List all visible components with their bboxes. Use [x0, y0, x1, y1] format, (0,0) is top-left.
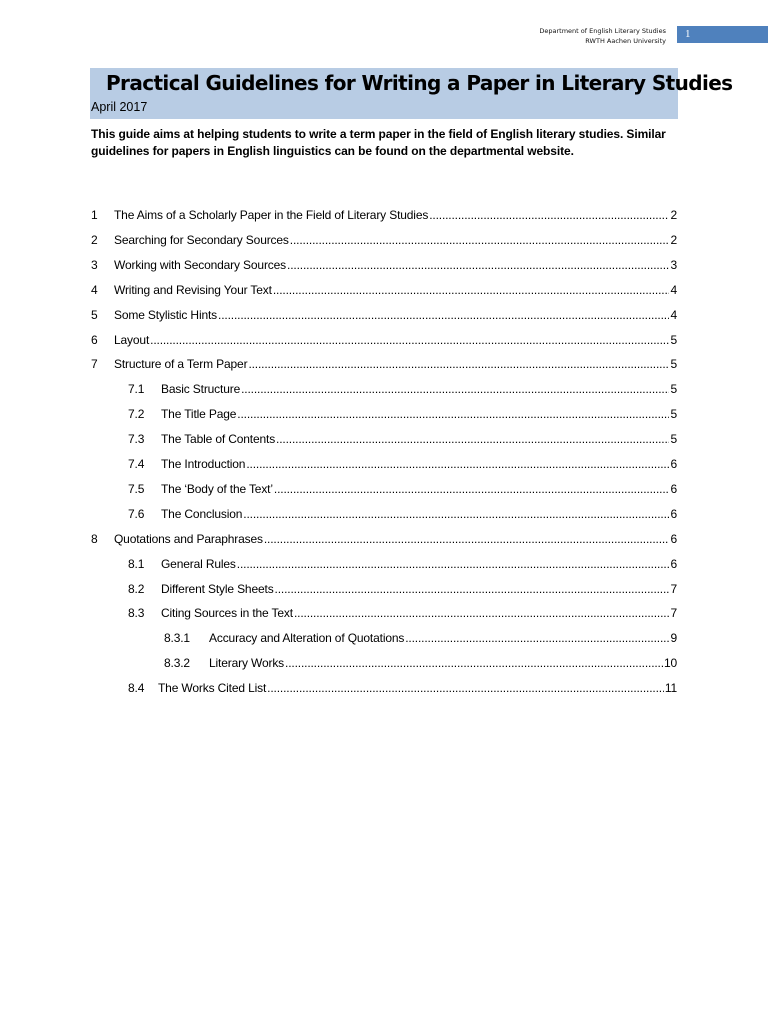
- toc-entry[interactable]: [128, 456, 677, 472]
- toc-dot-leader: [276, 431, 669, 447]
- toc-entry-title: The Aims of a Scholarly Paper in the Field of Literary Studies: [114, 208, 429, 222]
- toc-entry[interactable]: [128, 556, 677, 572]
- toc-entry-title: Accuracy and Alteration of Quotations: [209, 631, 405, 646]
- toc-entry[interactable]: [91, 207, 677, 223]
- toc-entry[interactable]: [164, 655, 677, 671]
- toc-entry[interactable]: [91, 232, 677, 248]
- toc-entry-page: 5: [670, 382, 677, 397]
- toc-entry-number: 7.4: [128, 457, 145, 471]
- toc-dot-leader: [218, 307, 669, 323]
- toc-entry-number: 4: [91, 282, 98, 297]
- toc-entry-title: Layout: [114, 332, 150, 347]
- document-title: Practical Guidelines for Writing a Paper in Literary Studies: [106, 71, 733, 95]
- toc-entry[interactable]: [128, 581, 677, 597]
- toc-entry-number: 2: [91, 232, 98, 247]
- toc-entry-title: The Table of Contents: [161, 432, 276, 447]
- toc-dot-leader: [150, 332, 669, 348]
- toc-dot-leader: [246, 456, 669, 472]
- toc-entry-page: 6: [670, 556, 677, 571]
- toc-entry-title: General Rules: [161, 556, 236, 571]
- toc-dot-leader: [241, 381, 669, 397]
- toc-entry[interactable]: [91, 307, 677, 323]
- toc-entry-page: 5: [670, 357, 677, 372]
- toc-entry-title: The Works Cited List: [158, 681, 267, 696]
- university-name: RWTH Aachen University: [585, 37, 666, 45]
- title-block: [90, 68, 733, 119]
- toc-dot-leader: [290, 232, 670, 248]
- intro-paragraph: This guide aims at helping students to write a term paper in the field of English literary studies. Similar guidelines for papers in English linguistics can be found on the departmental website.: [91, 127, 666, 158]
- toc-entry-page: 9: [670, 631, 677, 646]
- page-number: 1: [685, 28, 691, 40]
- toc-entry-page: 6: [670, 506, 677, 521]
- toc-entry-number: 7: [91, 357, 98, 372]
- toc-dot-leader: [273, 282, 670, 298]
- toc-entry[interactable]: [128, 481, 677, 497]
- toc-dot-leader: [267, 680, 664, 696]
- toc-dot-leader: [429, 207, 669, 223]
- toc-entry[interactable]: [128, 506, 677, 522]
- toc-dot-leader: [294, 605, 670, 621]
- toc-entry-number: 8.3.1: [164, 631, 190, 646]
- toc-entry-page: 2: [670, 208, 677, 222]
- toc-entry-number: 3: [91, 257, 98, 272]
- toc-entry[interactable]: [128, 431, 677, 447]
- toc-entry-page: 7: [670, 581, 677, 596]
- toc-entry-number: 7.5: [128, 481, 145, 496]
- toc-entry-number: 8: [91, 531, 98, 546]
- toc-entry-title: Writing and Revising Your Text: [114, 282, 272, 297]
- page-header: [539, 26, 666, 46]
- toc-dot-leader: [287, 257, 669, 273]
- toc-entry-title: Different Style Sheets: [161, 581, 274, 596]
- department-name: Department of English Literary Studies: [539, 27, 666, 35]
- toc-entry[interactable]: [128, 406, 677, 422]
- toc-entry-page: 10: [663, 656, 677, 671]
- toc-dot-leader: [405, 630, 669, 646]
- toc-dot-leader: [243, 506, 669, 522]
- toc-entry-number: 7.6: [128, 506, 145, 521]
- toc-entry-title: Searching for Secondary Sources: [114, 232, 289, 247]
- toc-entry-number: 8.3.2: [164, 656, 190, 671]
- page-number-badge: [677, 26, 768, 43]
- toc-entry[interactable]: [91, 356, 677, 372]
- toc-entry[interactable]: [164, 630, 677, 646]
- toc-entry-number: 7.1: [128, 382, 145, 397]
- toc-dot-leader: [237, 406, 669, 422]
- document-date: April 2017: [91, 100, 148, 114]
- toc-entry[interactable]: [128, 605, 677, 621]
- toc-entry[interactable]: [91, 282, 677, 298]
- toc-entry-page: 5: [670, 432, 677, 447]
- toc-dot-leader: [275, 581, 670, 597]
- toc-entry-page: 3: [670, 257, 677, 272]
- toc-entry-number: 8.1: [128, 556, 145, 571]
- toc-entry-title: The Title Page: [161, 407, 237, 422]
- toc-entry[interactable]: [128, 680, 677, 696]
- toc-entry-page: 6: [670, 481, 677, 496]
- toc-entry-number: 5: [91, 307, 98, 322]
- toc-entry-page: 5: [670, 332, 677, 347]
- toc-entry-number: 8.2: [128, 581, 145, 596]
- toc-entry-page: 4: [670, 282, 677, 297]
- toc-entry-title: Some Stylistic Hints: [114, 307, 218, 322]
- toc-entry-number: 8.3: [128, 606, 145, 621]
- toc-entry-number: 6: [91, 332, 98, 347]
- toc-entry-title: The ‘Body of the Text’: [161, 481, 273, 496]
- toc-dot-leader: [264, 531, 670, 547]
- toc-entry-page: 6: [670, 531, 677, 546]
- toc-entry-title: Structure of a Term Paper: [114, 357, 248, 372]
- toc-entry-title: Working with Secondary Sources: [114, 257, 287, 272]
- toc-dot-leader: [285, 655, 663, 671]
- toc-entry-title: Literary Works: [209, 656, 285, 671]
- toc-entry-title: Citing Sources in the Text: [161, 606, 293, 621]
- toc-entry-number: 1: [91, 208, 98, 222]
- toc-entry[interactable]: [91, 531, 677, 547]
- toc-entry-page: 6: [670, 457, 677, 471]
- toc-dot-leader: [274, 481, 670, 497]
- toc-entry[interactable]: [128, 381, 677, 397]
- toc-entry-number: 8.4: [128, 681, 145, 696]
- toc-entry-title: Basic Structure: [161, 382, 241, 397]
- toc-entry-page: 7: [670, 606, 677, 621]
- toc-entry-page: 2: [670, 232, 677, 247]
- toc-dot-leader: [237, 556, 670, 572]
- toc-entry-page: 5: [670, 407, 677, 422]
- toc-entry-page: 4: [670, 307, 677, 322]
- toc-entry-number: 7.2: [128, 407, 145, 422]
- toc-entry[interactable]: [91, 332, 677, 348]
- toc-dot-leader: [248, 356, 669, 372]
- toc-entry-title: The Introduction: [161, 457, 246, 471]
- toc-entry-number: 7.3: [128, 432, 145, 447]
- toc-entry-title: The Conclusion: [161, 506, 243, 521]
- toc-entry[interactable]: [91, 257, 677, 273]
- toc-entry-page: 11: [664, 681, 677, 696]
- toc-entry-title: Quotations and Paraphrases: [114, 531, 263, 546]
